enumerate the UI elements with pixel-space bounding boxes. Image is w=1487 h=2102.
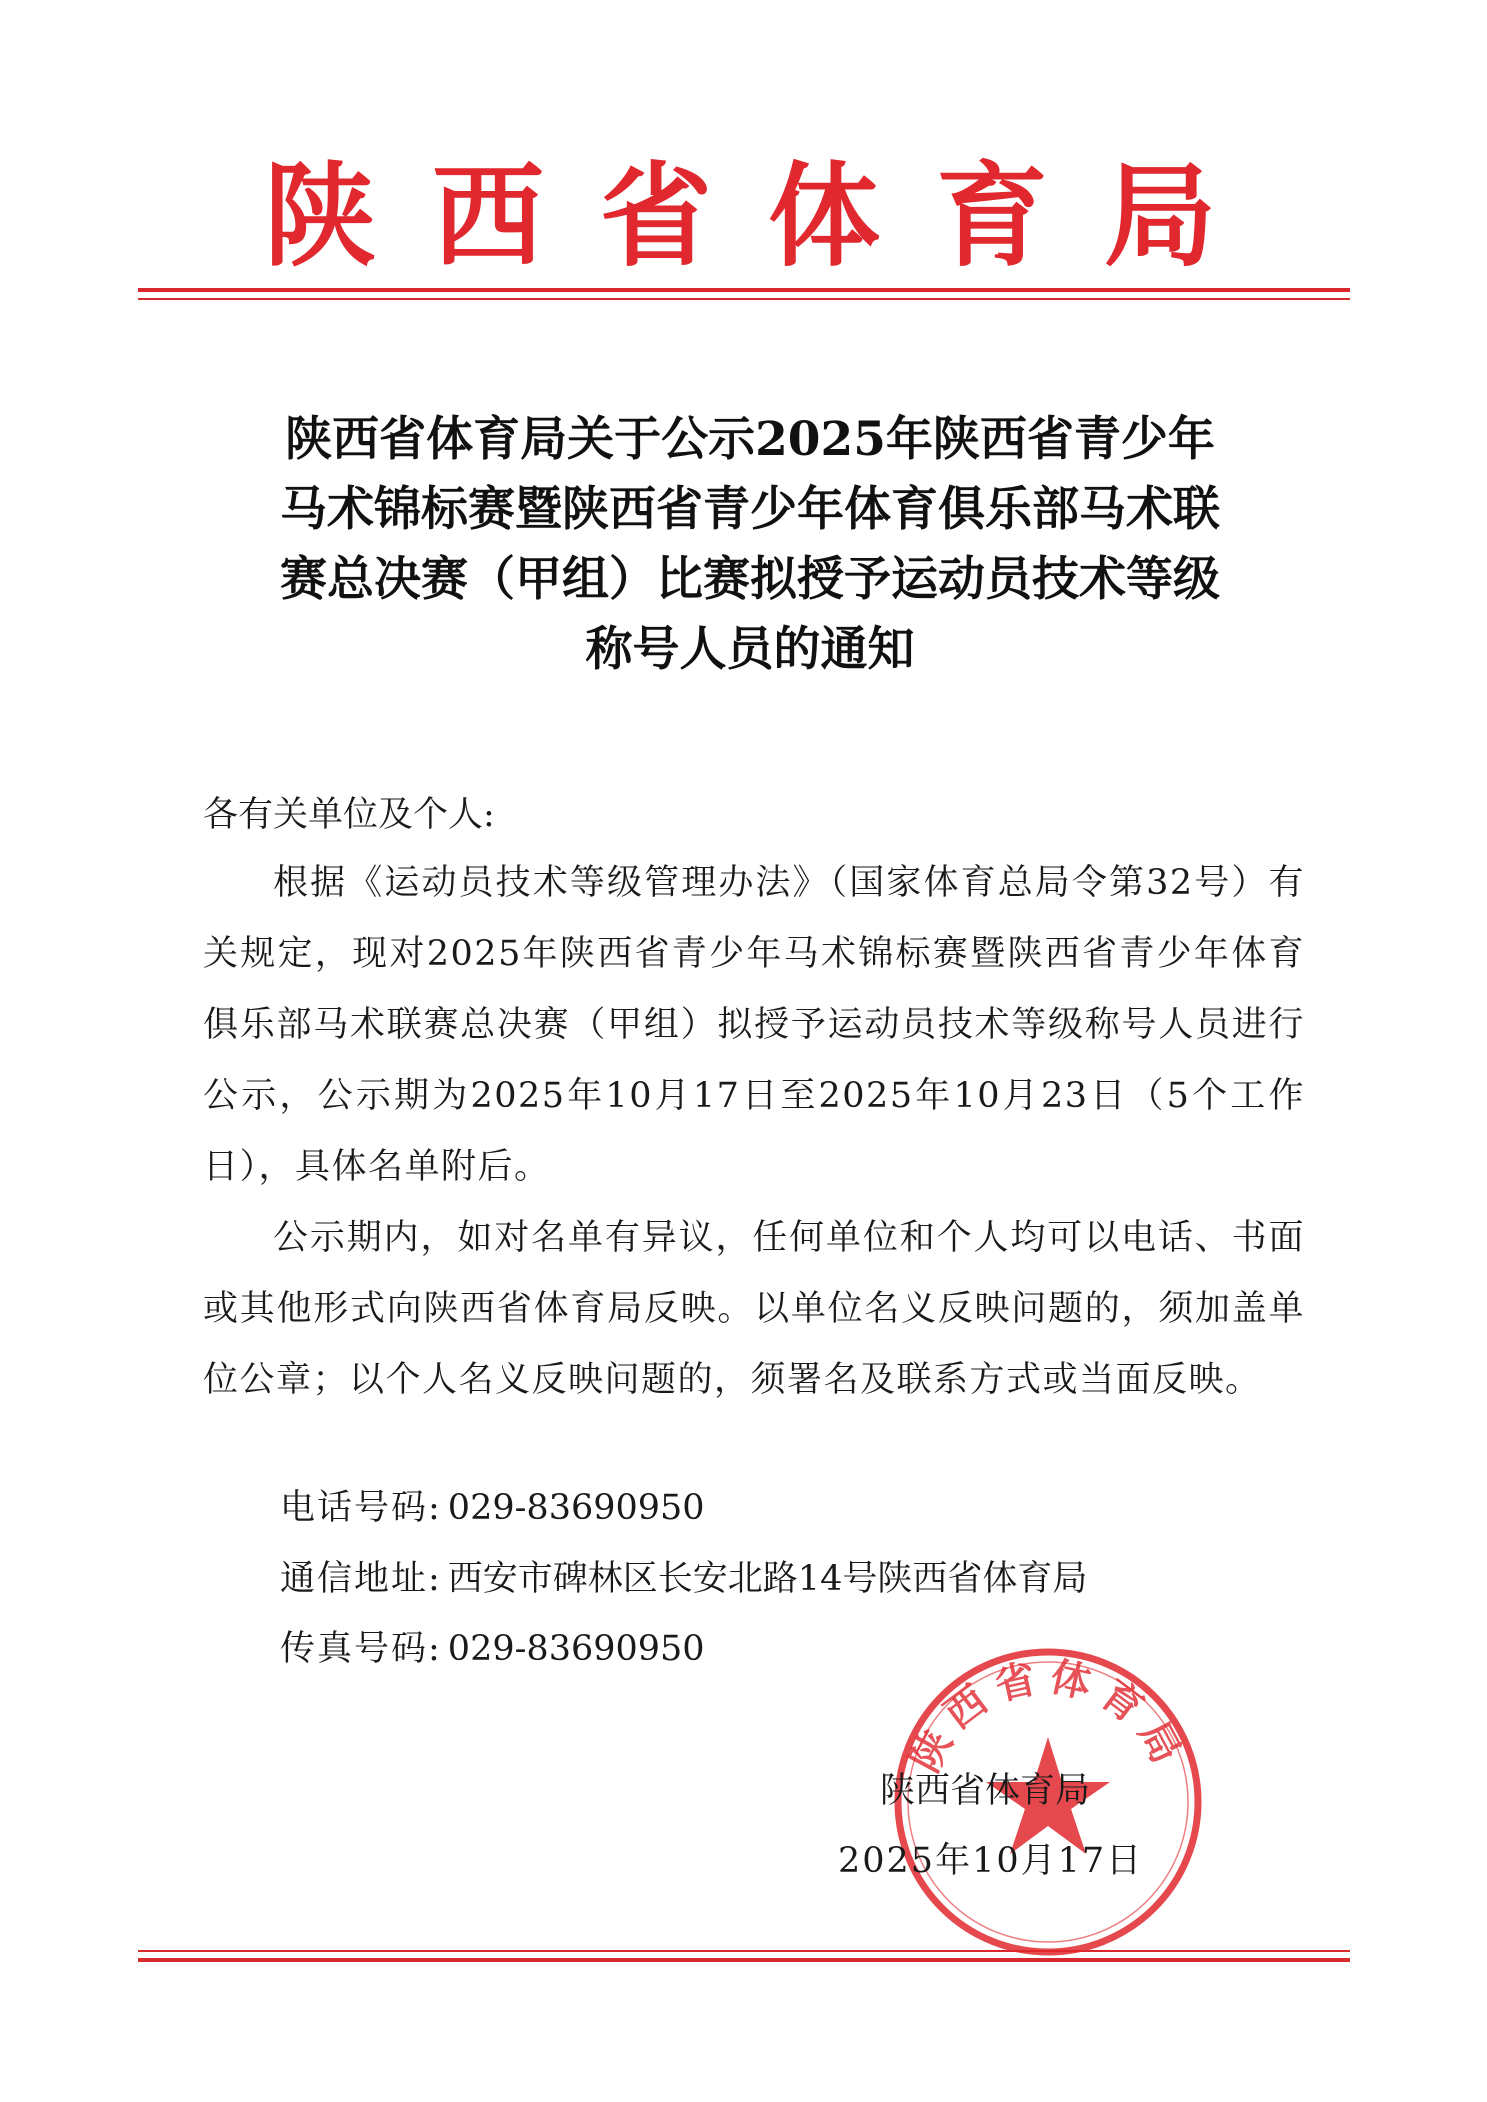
header-rule-thick — [138, 288, 1350, 292]
title-line: 马术锦标赛暨陕西省青少年体育俱乐部马术联 — [280, 482, 1220, 537]
title-line: 陕西省体育局关于公示2025年陕西省青少年 — [285, 412, 1215, 467]
body-paragraph-2: 公示期内，如对名单有异议，任何单位和个人均可以电话、书面或其他形式向陕西省体育局反映。以单位名义反映问题的，须加盖单位公章；以个人名义反映问题的，须署名及联系方式或当面反映。 — [203, 1218, 1305, 1400]
contact-value: 029-83690950 — [447, 1488, 705, 1528]
signature-org: 陕西省体育局 — [880, 1771, 1091, 1811]
contact-label: 电话号码: — [280, 1488, 442, 1528]
seal-text: 陕西省体育局 — [901, 1652, 1195, 1780]
contact-address — [280, 1544, 1087, 1614]
contact-label: 传真号码: — [280, 1629, 442, 1669]
contact-phone — [280, 1473, 705, 1543]
title-line: 称号人员的通知 — [585, 622, 915, 677]
contact-value: 029-83690950 — [447, 1629, 705, 1669]
document-title — [190, 405, 1310, 685]
issuing-org-header: 陕西省体育局 — [264, 151, 1272, 282]
body-paragraph-1: 根据《运动员技术等级管理办法》（国家体育总局令第32号）有关规定，现对2025年陕西省青少年马术锦标赛暨陕西省青少年体育俱乐部马术联赛总决赛（甲组）拟授予运动员技术等级称号人员进行公示，公示期为2025年10月17日至2025年10月23日（5个工作日），具体名单附后。 — [203, 863, 1305, 1187]
contact-fax — [280, 1614, 705, 1684]
salutation: 各有关单位及个人: — [203, 795, 495, 835]
contact-label: 通信地址: — [280, 1559, 442, 1599]
contact-value: 西安市碑林区长安北路14号陕西省体育局 — [447, 1559, 1088, 1599]
signature-date: 2025年10月17日 — [838, 1841, 1144, 1881]
header-rule-thin — [138, 298, 1350, 300]
title-line: 赛总决赛（甲组）比赛拟授予运动员技术等级 — [280, 552, 1220, 607]
